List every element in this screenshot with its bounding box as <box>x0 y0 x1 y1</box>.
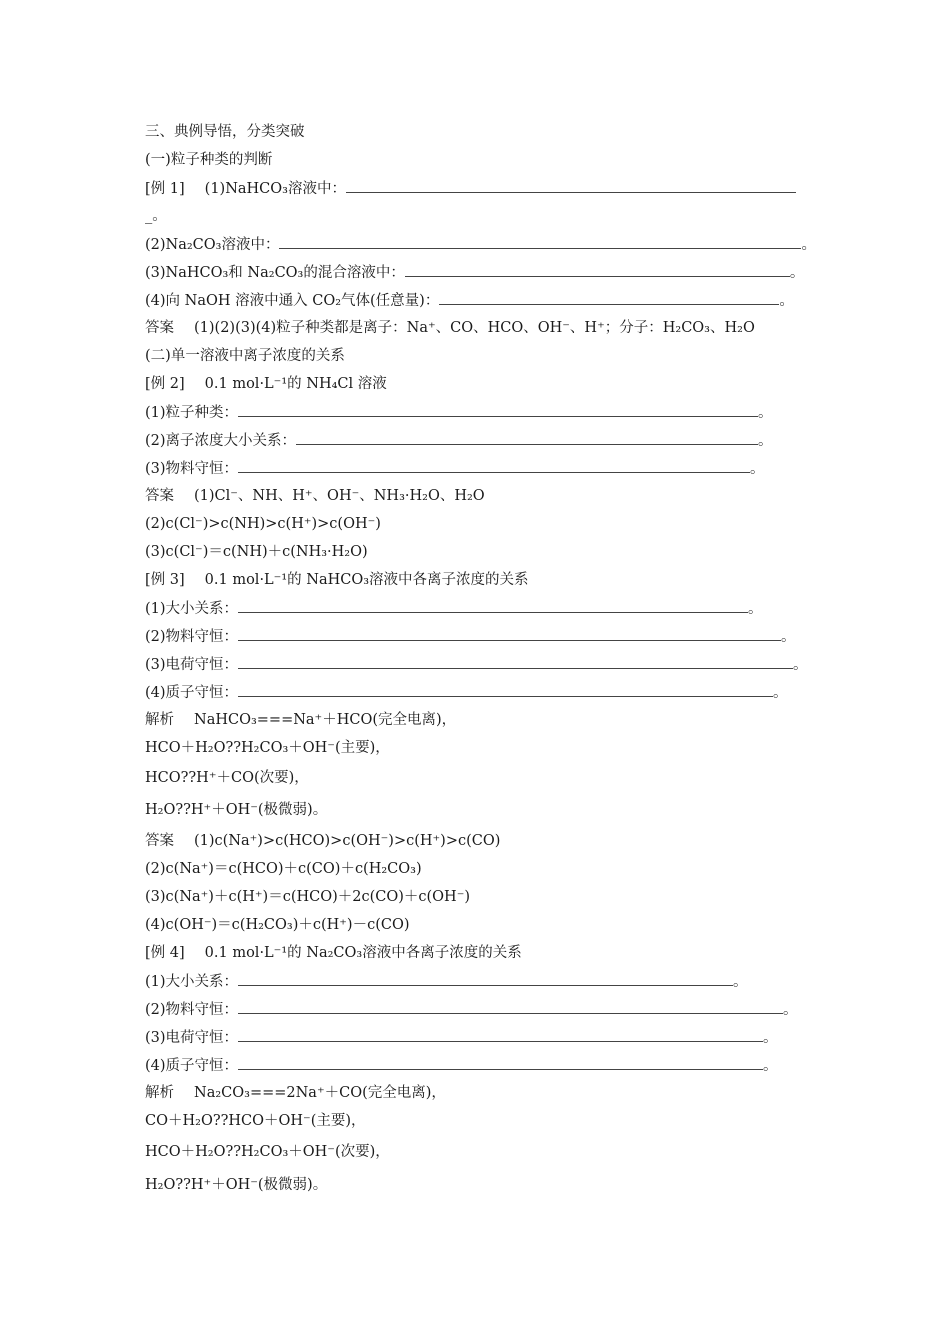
ex1-label: [例 1] <box>145 181 185 197</box>
ex3-q3: (3)电荷守恒： 。 <box>145 654 808 675</box>
ex2-answer-1: 答案 (1)Cl⁻、NH、H⁺、OH⁻、NH₃·H₂O、H₂O <box>145 488 485 504</box>
answer-blank <box>238 1055 763 1070</box>
answer-blank <box>439 290 779 305</box>
answer-blank <box>238 999 783 1014</box>
section-title: 三、典例导悟，分类突破 <box>145 124 305 140</box>
ex3-analysis-3: HCO??H⁺＋CO(次要)， <box>145 770 309 786</box>
answer-blank <box>238 626 781 641</box>
answer-blank <box>238 1027 763 1042</box>
ex4-stem: [例 4] 0.1 mol·L⁻¹的 Na₂CO₃溶液中各离子浓度的关系 <box>145 945 522 961</box>
ex3-analysis-4: H₂O??H⁺＋OH⁻(极微弱)。 <box>145 802 328 818</box>
ex3-answer-3: (3)c(Na⁺)＋c(H⁺)＝c(HCO)＋2c(CO)＋c(OH⁻) <box>145 889 471 905</box>
ex3-analysis-1: 解析 NaHCO₃===Na⁺＋HCO(完全电离)， <box>145 712 457 728</box>
ex3-analysis-2: HCO＋H₂O??H₂CO₃＋OH⁻(主要)， <box>145 740 390 756</box>
ex1-q3: (3)NaHCO₃和 Na₂CO₃的混合溶液中： 。 <box>145 262 804 283</box>
ex3-answer-1: 答案 (1)c(Na⁺)>c(HCO)>c(OH⁻)>c(H⁺)>c(CO) <box>145 833 501 849</box>
answer-blank <box>238 971 733 986</box>
ex3-q1: (1)大小关系： 。 <box>145 598 763 619</box>
answer-blank <box>346 178 796 193</box>
answer-blank <box>238 402 758 417</box>
ex3-q2: (2)物料守恒： 。 <box>145 626 796 647</box>
ex1-q1: [例 1] (1)NaHCO₃溶液中： <box>145 178 796 199</box>
ex3-q4: (4)质子守恒： 。 <box>145 682 788 703</box>
ex1-q2: (2)Na₂CO₃溶液中： 。 <box>145 234 816 255</box>
ex4-q4: (4)质子守恒： 。 <box>145 1055 778 1076</box>
ex1-answer: 答案 (1)(2)(3)(4)粒子种类都是离子：Na⁺、CO、HCO、OH⁻、H⁺；分子：H₂CO₃、H₂O <box>145 320 755 336</box>
answer-blank <box>405 262 790 277</box>
ex2-stem: [例 2] 0.1 mol·L⁻¹的 NH₄Cl 溶液 <box>145 376 387 392</box>
ex1-q4: (4)向 NaOH 溶液中通入 CO₂气体(任意量)： 。 <box>145 290 794 311</box>
ex1-q1-cont: _。 <box>145 208 167 224</box>
answer-blank <box>238 458 750 473</box>
answer-blank <box>238 598 748 613</box>
ex2-q3: (3)物料守恒： 。 <box>145 458 765 479</box>
ex4-analysis-1: 解析 Na₂CO₃===2Na⁺＋CO(完全电离)， <box>145 1085 446 1101</box>
ex4-q1: (1)大小关系： 。 <box>145 971 748 992</box>
ex4-analysis-3: HCO＋H₂O??H₂CO₃＋OH⁻(次要)， <box>145 1144 390 1160</box>
part1-heading: (一)粒子种类的判断 <box>145 152 273 168</box>
ex3-answer-2: (2)c(Na⁺)＝c(HCO)＋c(CO)＋c(H₂CO₃) <box>145 861 422 877</box>
ex2-q1: (1)粒子种类： 。 <box>145 402 773 423</box>
ex2-answer-3: (3)c(Cl⁻)＝c(NH)＋c(NH₃·H₂O) <box>145 544 368 560</box>
ex4-q3: (3)电荷守恒： 。 <box>145 1027 778 1048</box>
ex2-answer-2: (2)c(Cl⁻)>c(NH)>c(H⁺)>c(OH⁻) <box>145 516 381 532</box>
ex3-stem: [例 3] 0.1 mol·L⁻¹的 NaHCO₃溶液中各离子浓度的关系 <box>145 572 529 588</box>
part2-heading: (二)单一溶液中离子浓度的关系 <box>145 348 345 364</box>
ex2-q2: (2)离子浓度大小关系： 。 <box>145 430 773 451</box>
answer-blank <box>296 430 758 445</box>
answer-blank <box>279 234 801 249</box>
answer-blank <box>238 682 773 697</box>
ex4-q2: (2)物料守恒： 。 <box>145 999 798 1020</box>
answer-blank <box>238 654 793 669</box>
ex4-analysis-4: H₂O??H⁺＋OH⁻(极微弱)。 <box>145 1177 328 1193</box>
ex3-answer-4: (4)c(OH⁻)＝c(H₂CO₃)＋c(H⁺)－c(CO) <box>145 917 410 933</box>
ex4-analysis-2: CO＋H₂O??HCO＋OH⁻(主要)， <box>145 1113 366 1129</box>
